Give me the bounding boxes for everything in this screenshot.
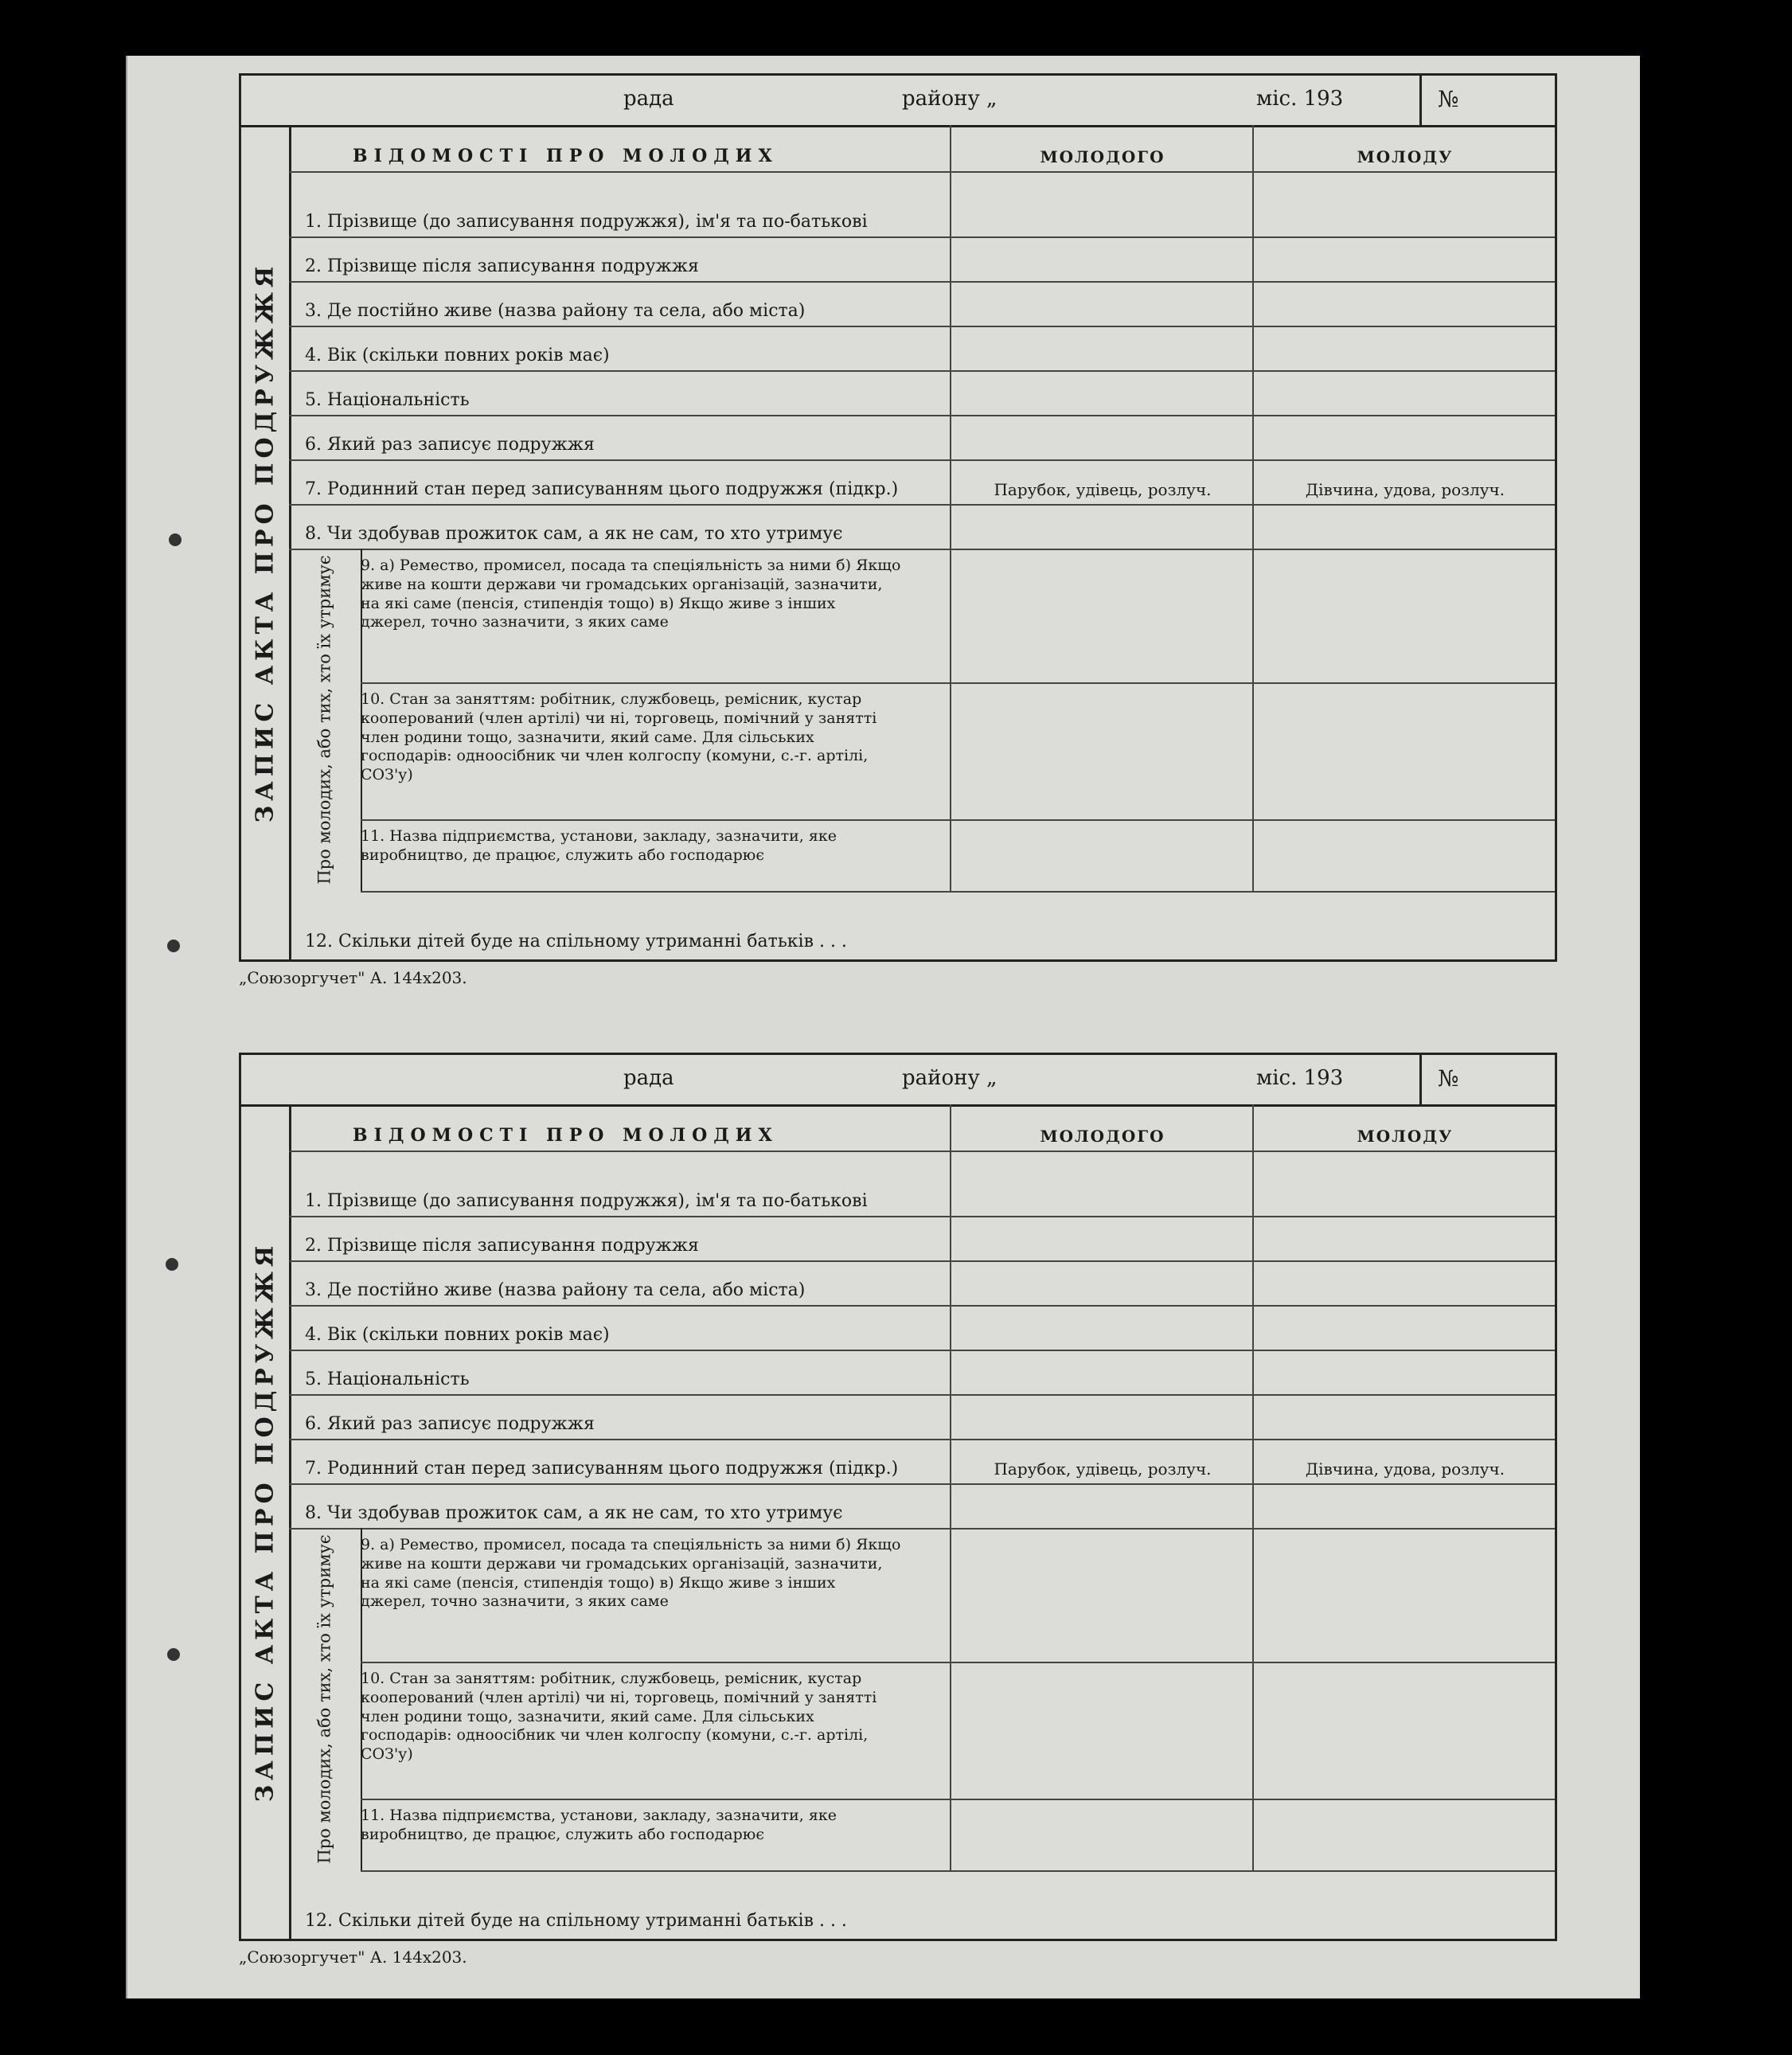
form-header: [241, 76, 1555, 127]
bride-status-options: Дівчина, удова, розлуч.: [1305, 480, 1505, 499]
form-row: 8. Чи здобував прожиток сам, а як не сам, то хто утримує: [289, 1483, 1555, 1530]
bride-status-options: Дівчина, удова, розлуч.: [1305, 1459, 1505, 1479]
col-title: ВІДОМОСТІ ПРО МОЛОДИХ: [353, 146, 779, 166]
raion-label: району „: [902, 87, 998, 111]
sub-side-title: Про молодих, або тих, хто їх утримує: [289, 1528, 362, 1870]
form-row: 4. Вік (скільки повних років має): [289, 1305, 1555, 1351]
form-footer: „Союзоргучет" А. 144х203.: [239, 968, 467, 987]
form-header: [241, 1055, 1555, 1107]
bride-col: МОЛОДУ: [1252, 125, 1556, 171]
column-header-row: [289, 1104, 1555, 1152]
side-title: ЗАПИС АКТА ПРО ПОДРУЖЖЯ: [241, 1104, 291, 1939]
month-label: міс. 193: [1256, 1066, 1344, 1090]
form-row: 3. Де постійно живе (назва району та села, або міста): [289, 1260, 1555, 1307]
rada-label: рада: [623, 87, 674, 111]
column-header-row: [289, 125, 1555, 173]
marriage-record-form-top: [239, 73, 1557, 962]
form-row: 1. Прізвище (до записування подружжя), ім'я та по-батькові: [289, 1151, 1555, 1217]
form-row-12: 12. Скільки дітей буде на спільному утриманні батьків . . .: [305, 932, 847, 951]
groom-status-options: Парубок, удівець, розлуч.: [994, 480, 1212, 499]
form-row: 3. Де постійно живе (назва району та села, або міста): [289, 281, 1555, 327]
side-title: ЗАПИС АКТА ПРО ПОДРУЖЖЯ: [241, 125, 291, 959]
bride-col: МОЛОДУ: [1252, 1104, 1556, 1151]
form-row: 2. Прізвище після записування подружжя: [289, 1216, 1555, 1262]
form-row: 8. Чи здобував прожиток сам, а як не сам, то хто утримує: [289, 504, 1555, 550]
form-row: 2. Прізвище після записування подружжя: [289, 236, 1555, 283]
raion-label: району „: [902, 1066, 998, 1090]
form-row: 6. Який раз записує подружжя: [289, 1394, 1555, 1440]
item-9-text: 9. а) Ремество, промисел, посада та спеціяльність за ними б) Якщо живе на кошти держави чи громадських організацій, зазначити, на які саме (пенсія, стипендія тощо) в) Якщо живе з інших джерел, точно зазначити, з яких саме: [361, 1536, 901, 1611]
item-10-text: 10. Стан за заняттям: робітник, службовець, ремісник, кустар кооперований (член артілі) чи ні, торговець, помічний у занятті член родини тощо, зазначити, який саме. Для сільських господарів: одноосібник чи член колгоспу (комуни, с.-г. артілі, СОЗ'у): [361, 1670, 877, 1763]
record-number-box: [1419, 73, 1557, 127]
col-title: ВІДОМОСТІ ПРО МОЛОДИХ: [353, 1125, 779, 1146]
form-row: 1. Прізвище (до записування подружжя), ім'я та по-батькові: [289, 171, 1555, 238]
sub-side-title: Про молодих, або тих, хто їх утримує: [289, 549, 362, 891]
form-row-12: 12. Скільки дітей буде на спільному утриманні батьків . . .: [305, 1911, 847, 1931]
number-label: №: [1438, 1065, 1459, 1092]
form-row: 6. Який раз записує подружжя: [289, 415, 1555, 461]
form-row: 5. Національність: [289, 1350, 1555, 1396]
item-11-text: 11. Назва підприємства, установи, закладу, зазначити, яке виробництво, де працює, служить або господарює: [361, 1807, 837, 1843]
form-footer: „Союзоргучет" А. 144х203.: [239, 1948, 467, 1967]
item-9-text: 9. а) Ремество, промисел, посада та спеціяльність за ними б) Якщо живе на кошти держави чи громадських організацій, зазначити, на які саме (пенсія, стипендія тощо) в) Якщо живе з інших джерел, точно зазначити, з яких саме: [361, 557, 901, 631]
number-label: №: [1438, 86, 1459, 112]
item-10-text: 10. Стан за заняттям: робітник, службовець, ремісник, кустар кооперований (член артілі) чи ні, торговець, помічний у занятті член родини тощо, зазначити, який саме. Для сільських господарів: одноосібник чи член колгоспу (комуни, с.-г. артілі, СОЗ'у): [361, 690, 877, 783]
groom-col: МОЛОДОГО: [950, 1104, 1254, 1151]
item-11-text: 11. Назва підприємства, установи, закладу, зазначити, яке виробництво, де працює, служить або господарює: [361, 827, 837, 864]
marriage-record-form-bottom: [239, 1053, 1557, 1941]
form-row: 4. Вік (скільки повних років має): [289, 326, 1555, 372]
form-row: 7. Родинний стан перед записуванням цього подружжя (підкр.) Парубок, удівець, розлуч. Дівчина, удова, розлуч.: [289, 459, 1555, 506]
rada-label: рада: [623, 1066, 674, 1090]
form-row: 7. Родинний стан перед записуванням цього подружжя (підкр.) Парубок, удівець, розлуч. Дівчина, удова, розлуч.: [289, 1439, 1555, 1485]
month-label: міс. 193: [1256, 87, 1344, 111]
record-number-box: [1419, 1053, 1557, 1107]
groom-col: МОЛОДОГО: [950, 125, 1254, 171]
form-row: 5. Національність: [289, 370, 1555, 416]
groom-status-options: Парубок, удівець, розлуч.: [994, 1459, 1212, 1479]
